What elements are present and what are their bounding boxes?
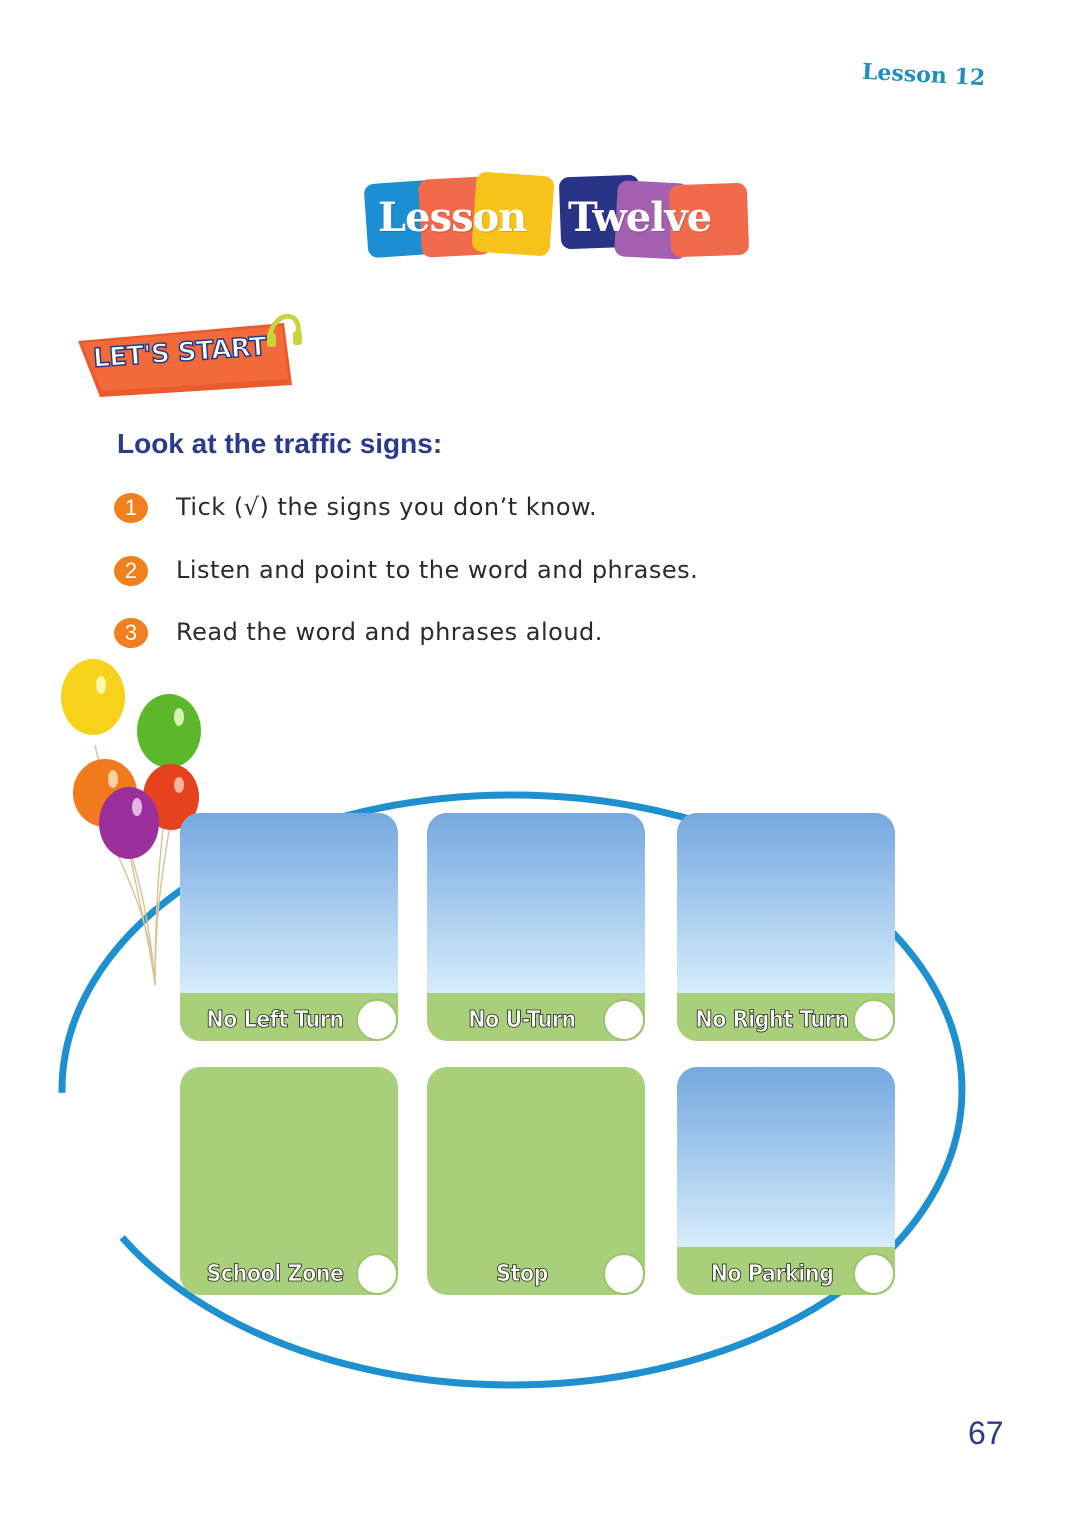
sign-card-no-parking bbox=[677, 1067, 895, 1295]
sign-label: No Parking bbox=[710, 1261, 834, 1287]
step-number-badge: 2 bbox=[114, 556, 148, 586]
sign-card-no-right-turn bbox=[677, 813, 895, 1041]
sign-label: No U-Turn bbox=[468, 1007, 576, 1033]
step-number-badge: 3 bbox=[114, 618, 148, 648]
tick-checkbox[interactable] bbox=[356, 999, 398, 1041]
sign-image-area bbox=[180, 813, 398, 993]
sign-label: School Zone bbox=[206, 1261, 344, 1287]
lesson-title bbox=[360, 172, 760, 262]
sign-label: Stop bbox=[496, 1261, 548, 1287]
tick-checkbox[interactable] bbox=[603, 999, 645, 1041]
sign-card-stop bbox=[427, 1067, 645, 1295]
instructions-title: Look at the traffic signs: bbox=[117, 428, 443, 459]
sign-card-no-u-turn bbox=[427, 813, 645, 1041]
sign-card-school-zone bbox=[180, 1067, 398, 1295]
tick-checkbox[interactable] bbox=[603, 1253, 645, 1295]
lesson-number-header: Lesson 12 bbox=[861, 58, 986, 92]
step-text: Read the word and phrases aloud. bbox=[176, 618, 603, 646]
sign-label: No Right Turn bbox=[695, 1007, 849, 1033]
tick-checkbox[interactable] bbox=[356, 1253, 398, 1295]
title-word-lesson: Lesson bbox=[378, 194, 527, 241]
page-number: 67 bbox=[968, 1415, 1004, 1451]
sign-image-area bbox=[677, 1067, 895, 1247]
sign-image-area bbox=[427, 813, 645, 993]
sign-image-area bbox=[677, 813, 895, 993]
lets-start-banner bbox=[70, 305, 310, 405]
step-text: Listen and point to the word and phrases. bbox=[176, 556, 699, 584]
tick-checkbox[interactable] bbox=[853, 1253, 895, 1295]
banner-label: LET'S START bbox=[92, 331, 268, 375]
sign-card-no-left-turn bbox=[180, 813, 398, 1041]
tick-checkbox[interactable] bbox=[853, 999, 895, 1041]
step-text: Tick (√) the signs you don’t know. bbox=[176, 493, 598, 521]
sign-label: No Left Turn bbox=[206, 1007, 344, 1033]
step-number-badge: 1 bbox=[114, 493, 148, 523]
title-word-twelve: Twelve bbox=[568, 194, 712, 241]
